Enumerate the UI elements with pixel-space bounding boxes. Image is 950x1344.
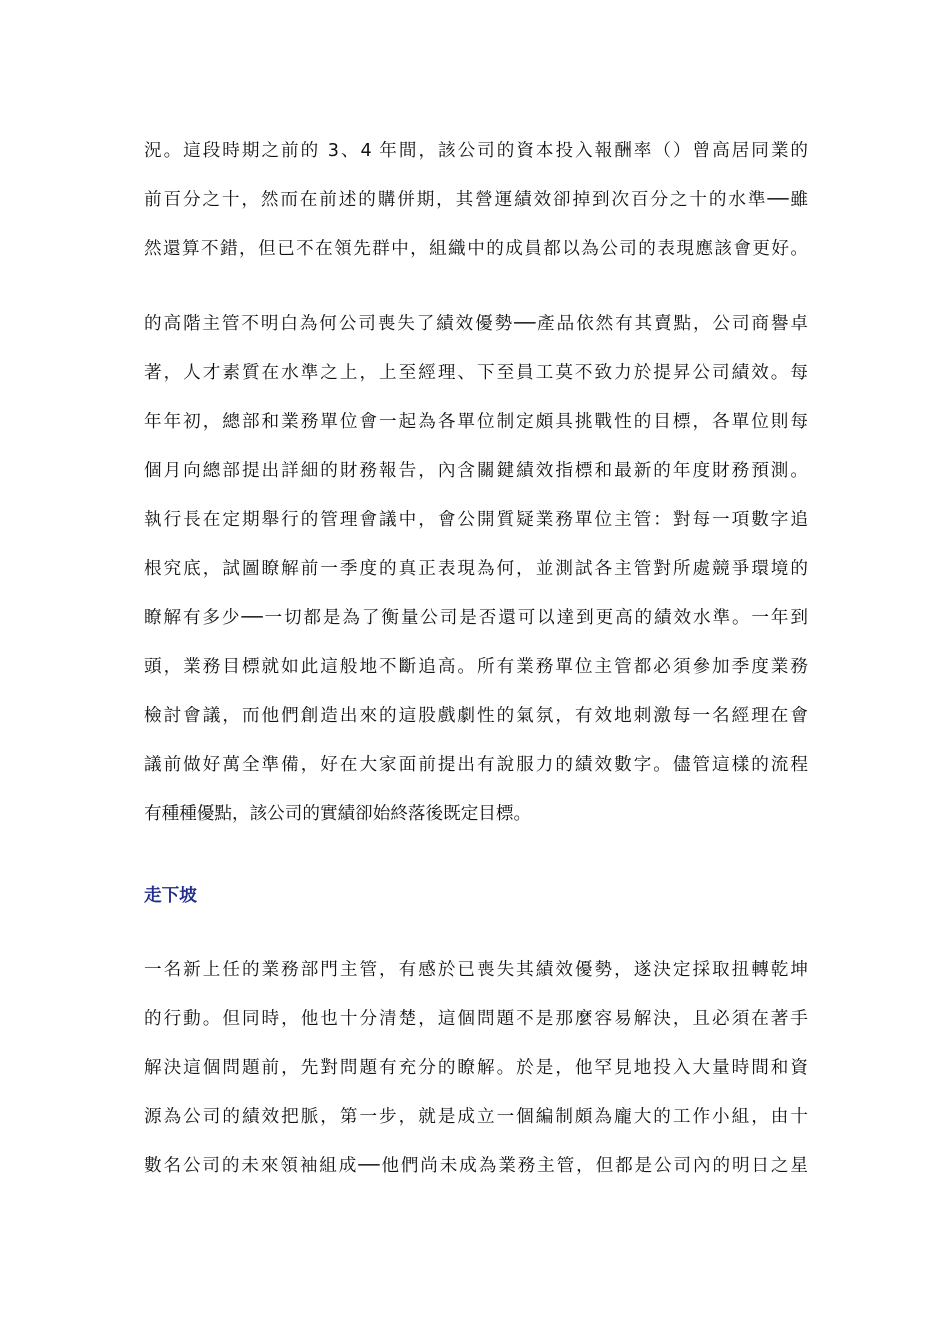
paragraph-line: 瞭解有多少──一切都是為了衡量公司是否還可以達到更高的績效水準。一年到 xyxy=(144,608,808,628)
paragraph-line: 前百分之十，然而在前述的購併期，其營運績效卻掉到次百分之十的水準──雖 xyxy=(144,190,808,210)
section-heading: 走下坡 xyxy=(144,886,197,906)
paragraph-line: 頭，業務目標就如此這般地不斷追高。所有業務單位主管都必須參加季度業務 xyxy=(144,657,808,677)
paragraph-2 xyxy=(144,300,808,839)
paragraph-line: 檢討會議，而他們創造出來的這股戲劇性的氣氛，有效地刺激每一名經理在會 xyxy=(144,706,808,726)
paragraph-3 xyxy=(144,946,808,1191)
paragraph-line: 況。這段時期之前的 3、4 年間，該公司的資本投入報酬率（）曾高居同業的 xyxy=(144,141,808,161)
paragraph-line: 源為公司的績效把脈，第一步，就是成立一個編制頗為龐大的工作小組，由十 xyxy=(144,1107,808,1127)
paragraph-line: 議前做好萬全準備，好在大家面前提出有說服力的績效數字。儘管這樣的流程 xyxy=(144,755,808,775)
paragraph-line: 的高階主管不明白為何公司喪失了績效優勢──產品依然有其賣點，公司商譽卓 xyxy=(144,314,808,334)
paragraph-line: 然還算不錯，但已不在領先群中，組織中的成員都以為公司的表現應該會更好。 xyxy=(144,239,808,259)
paragraph-line-last: 有種種優點，該公司的實績卻始終落後既定目標。 xyxy=(144,804,532,824)
paragraph-line: 數名公司的未來領袖組成──他們尚未成為業務主管，但都是公司內的明日之星 xyxy=(144,1156,808,1176)
paragraph-line: 的行動。但同時，他也十分清楚，這個問題不是那麼容易解決，且必須在著手 xyxy=(144,1009,808,1029)
paragraph-line: 執行長在定期舉行的管理會議中，會公開質疑業務單位主管：對每一項數字追 xyxy=(144,510,808,530)
paragraph-line: 年年初，總部和業務單位會一起為各單位制定頗具挑戰性的目標，各單位則每 xyxy=(144,412,808,432)
paragraph-line: 個月向總部提出詳細的財務報告，內含關鍵績效指標和最新的年度財務預測。 xyxy=(144,461,808,481)
paragraph-1 xyxy=(144,127,808,274)
paragraph-line: 一名新上任的業務部門主管，有感於已喪失其績效優勢，遂決定採取扭轉乾坤 xyxy=(144,960,808,980)
paragraph-line: 根究底，試圖瞭解前一季度的真正表現為何，並測試各主管對所處競爭環境的 xyxy=(144,559,808,579)
paragraph-line: 著，人才素質在水準之上，上至經理、下至員工莫不致力於提昇公司績效。每 xyxy=(144,363,808,383)
paragraph-line: 解決這個問題前，先對問題有充分的瞭解。於是，他罕見地投入大量時間和資 xyxy=(144,1058,808,1078)
